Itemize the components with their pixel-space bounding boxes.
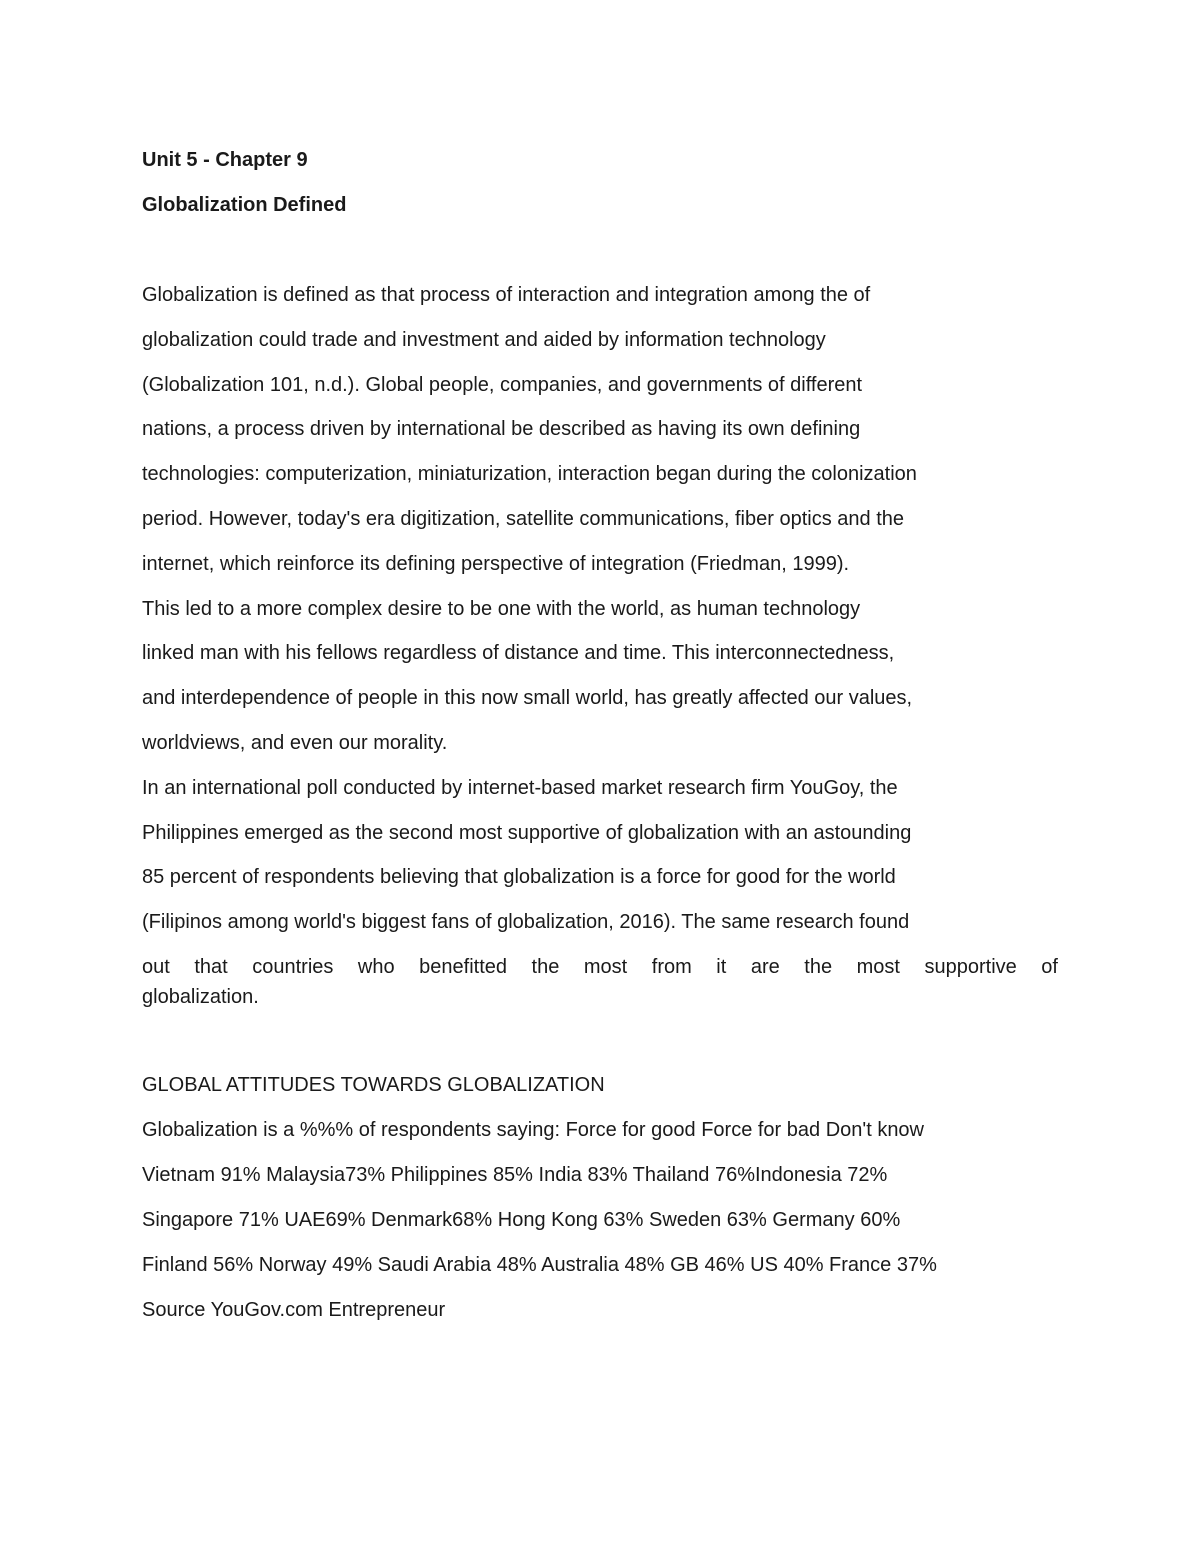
paragraph-line: globalization could trade and investment and aided by information technology — [142, 328, 826, 351]
paragraph-line: out that countries who benefitted the most from it are the most supportive of — [142, 955, 1058, 978]
paragraph-line: period. However, today's era digitization, satellite communications, fiber optics and the — [142, 507, 904, 530]
paragraph-definition — [142, 273, 1058, 587]
attitudes-row: Singapore 71% UAE69% Denmark68% Hong Kong 63% Sweden 63% Germany 60% — [142, 1208, 901, 1231]
paragraph-line: nations, a process driven by international be described as having its own defining — [142, 418, 861, 441]
paragraph-line: (Globalization 101, n.d.). Global people, companies, and governments of different — [142, 373, 863, 396]
paragraph-line: and interdependence of people in this now small world, has greatly affected our values, — [142, 687, 913, 710]
paragraph-line: technologies: computerization, miniaturization, interaction began during the colonization — [142, 463, 917, 486]
global-attitudes-section — [142, 1070, 1058, 1325]
paragraph-justified-block — [142, 952, 1058, 1012]
paragraph-line: In an international poll conducted by internet-based market research firm YouGoy, the — [142, 776, 898, 799]
paragraph-line: worldviews, and even our morality. — [142, 731, 448, 754]
paragraph-line: 85 percent of respondents believing that globalization is a force for good for the world — [142, 866, 896, 889]
paragraph-line: globalization. — [142, 985, 259, 1008]
paragraph-line: linked man with his fellows regardless of distance and time. This interconnectedness, — [142, 642, 895, 665]
paragraph-line: Philippines emerged as the second most supportive of globalization with an astounding — [142, 821, 912, 844]
attitudes-title: GLOBAL ATTITUDES TOWARDS GLOBALIZATION — [142, 1073, 605, 1096]
attitudes-row: Finland 56% Norway 49% Saudi Arabia 48% Australia 48% GB 46% US 40% France 37% — [142, 1253, 937, 1276]
unit-heading: Unit 5 - Chapter 9 — [142, 149, 308, 171]
paragraph-interconnectedness — [142, 587, 1058, 766]
paragraph-line: This led to a more complex desire to be one with the world, as human technology — [142, 597, 861, 620]
spacer — [142, 1012, 1058, 1070]
attitudes-row: Vietnam 91% Malaysia73% Philippines 85% India 83% Thailand 76%Indonesia 72% — [142, 1163, 888, 1186]
source-line: Source YouGov.com Entrepreneur — [142, 1298, 446, 1321]
paragraph-line: Globalization is defined as that process of interaction and integration among the of — [142, 284, 871, 306]
paragraph-line: (Filipinos among world's biggest fans of globalization, 2016). The same research found — [142, 911, 910, 934]
paragraph-line: internet, which reinforce its defining perspective of integration (Friedman, 1999). — [142, 552, 850, 575]
attitudes-intro: Globalization is a %%% of respondents saying: Force for good Force for bad Don't know — [142, 1118, 925, 1141]
section-heading: Globalization Defined — [142, 194, 347, 216]
paragraph-yougov-poll — [142, 766, 1058, 1012]
document-page — [142, 138, 1058, 1325]
spacer — [142, 228, 1058, 273]
